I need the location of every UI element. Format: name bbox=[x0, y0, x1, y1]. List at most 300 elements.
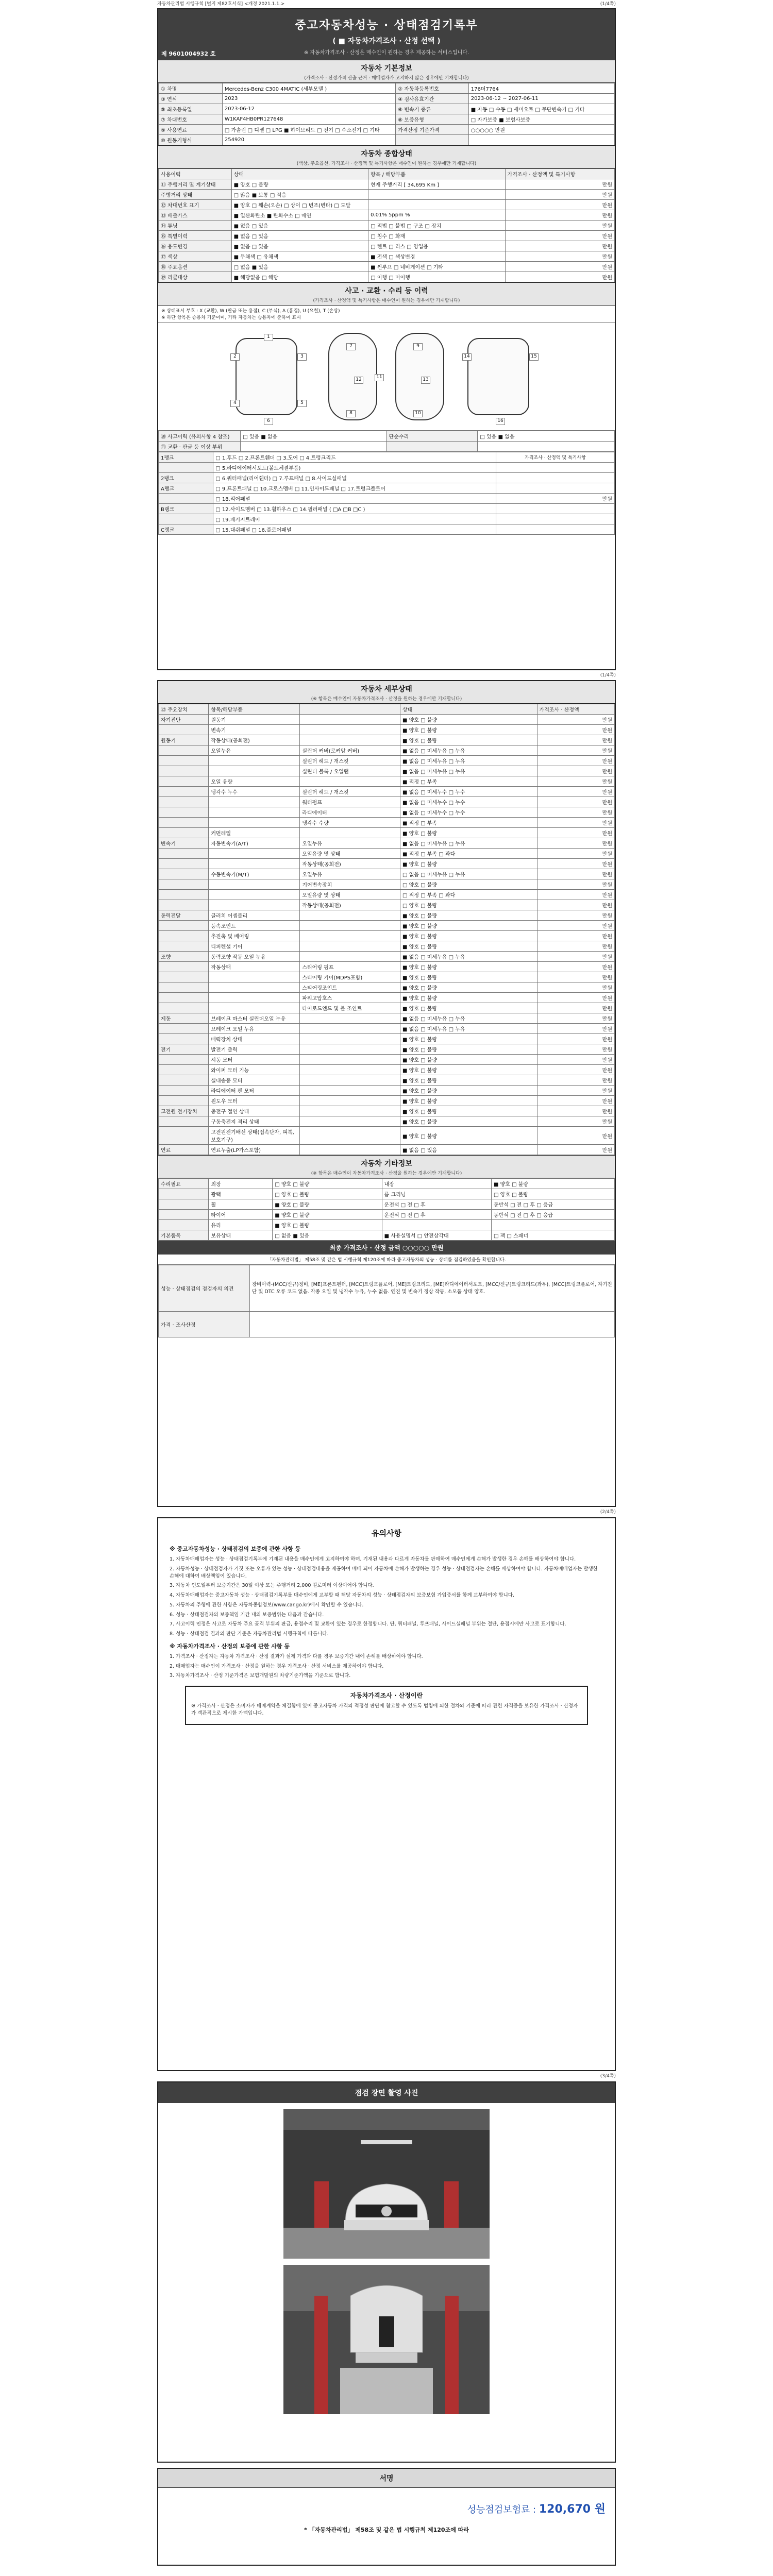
device-item: 오일 유량 bbox=[209, 776, 300, 787]
field-value: ■ 자동 □ 수동 □ 세미오토 □ 무단변속기 □ 기타 bbox=[468, 104, 614, 114]
price-unit: 만원 bbox=[537, 962, 614, 972]
status-value: ■ 무채색 □ 유채색 bbox=[231, 251, 368, 262]
price-unit: 만원 bbox=[537, 931, 614, 941]
detail-status-row bbox=[159, 725, 615, 735]
document-number: 제 9601004932 호 bbox=[161, 50, 216, 57]
other-item: ■ 사용설명서 □ 안전삼각대 bbox=[382, 1230, 491, 1241]
other-item: 외장 bbox=[209, 1179, 273, 1189]
device-group: 변속기 bbox=[159, 838, 209, 849]
price-cell: 만원 bbox=[505, 221, 614, 231]
insurance-fee bbox=[158, 2488, 615, 2521]
detail-status-row bbox=[159, 931, 615, 941]
detail-status-row bbox=[159, 838, 615, 849]
price-unit: 만원 bbox=[537, 756, 614, 766]
device-item bbox=[209, 756, 300, 766]
notice-heading-warranty: ※ 중고자동차성능 · 상태점검의 보증에 관한 사항 등 bbox=[170, 1546, 301, 1552]
rank-parts: □ 12.사이드멤버 □ 13.휠하우스 □ 14.필러패널 ( □A □B □C ) bbox=[213, 504, 496, 514]
overall-status-row bbox=[159, 210, 615, 221]
device-state: ■ 양호 □ 불량 bbox=[400, 1034, 537, 1044]
overall-status-table bbox=[158, 168, 615, 282]
other-value bbox=[492, 1220, 615, 1230]
car-left-side bbox=[236, 338, 297, 415]
inspection-photo-rear bbox=[283, 2265, 490, 2414]
form-reference: 자동차관리법 시행규칙 [별지 제82호서식] <개정 2021.1.1.> bbox=[157, 2, 285, 7]
opinion-text: 장비이력-(MCC/신규)정비, [ME]프론트펜더, [MCC]트렁크플로어, [ME]트렁크리드, [ME]라디에이터서포트, [MCC/신규]트렁크리드(좌우), [MCC]트렁크플로어, 자기진단 및 DTC 오류 코드 없음. 각종 오일 및 냉각수 누유, 누수 없음. 엔진 및 변속기 정상 작동, 소모품 상태 양호. bbox=[250, 1265, 615, 1312]
device-subitem bbox=[300, 735, 400, 745]
device-state: ■ 양호 □ 불량 bbox=[400, 1106, 537, 1116]
device-item: 충전구 절연 상태 bbox=[209, 1106, 300, 1116]
detail-status-row bbox=[159, 1065, 615, 1075]
detail-status-row bbox=[159, 787, 615, 797]
part-number-label: 1 bbox=[264, 334, 273, 341]
device-item bbox=[209, 900, 300, 910]
device-item: 브레이크 오일 누유 bbox=[209, 1024, 300, 1034]
notice-paragraph: 3. 자동차가격조사 · 산정 기준가격은 보험개발원의 차량기준가액을 기준으로 합니다. bbox=[170, 1673, 351, 1679]
device-item: 작동상태 bbox=[209, 962, 300, 972]
price-cell: 만원 bbox=[505, 231, 614, 241]
detail-status-row bbox=[159, 849, 615, 859]
other-info-row bbox=[159, 1179, 615, 1189]
other-group: 수리필요 bbox=[159, 1179, 209, 1189]
price-unit: 만원 bbox=[537, 849, 614, 859]
device-subitem bbox=[300, 828, 400, 838]
status-value: ■ 없음 □ 있음 bbox=[231, 221, 368, 231]
field-value: 254920 bbox=[222, 135, 395, 145]
column-header: 가격조사 · 산정액 bbox=[537, 704, 614, 715]
status-value: □ 많음 ■ 보통 □ 적음 bbox=[231, 190, 368, 200]
part-number-label: 3 bbox=[297, 353, 307, 361]
device-subitem: 오일유량 및 상태 bbox=[300, 849, 400, 859]
device-item: 배력장치 상태 bbox=[209, 1034, 300, 1044]
other-value: □ 양호 □ 불량 bbox=[273, 1189, 382, 1199]
price-unit: 만원 bbox=[537, 1106, 614, 1116]
detail-status-row bbox=[159, 756, 615, 766]
column-header: 상태 bbox=[231, 169, 368, 179]
detail-status-table bbox=[158, 704, 615, 1155]
detail-status-row bbox=[159, 1013, 615, 1024]
status-item: ⑲ 리콜대상 bbox=[159, 272, 232, 282]
field-value: □ 자가보증 ■ 보험사보증 bbox=[468, 114, 614, 125]
price-definition-box bbox=[185, 1686, 588, 1725]
price-unit: 만원 bbox=[537, 879, 614, 890]
device-item: 윈도우 모터 bbox=[209, 1096, 300, 1106]
device-state: ■ 양호 □ 불량 bbox=[400, 1065, 537, 1075]
part-number-label: 14 bbox=[462, 353, 472, 361]
field-label: ① 차명 bbox=[159, 83, 223, 94]
device-subitem bbox=[300, 1145, 400, 1155]
accident-value bbox=[241, 442, 386, 452]
other-group bbox=[159, 1220, 209, 1230]
device-item bbox=[209, 807, 300, 818]
part-number-label: 16 bbox=[496, 418, 505, 425]
status-value: ■ 일산화탄소 ■ 탄화수소 □ 매연 bbox=[231, 210, 368, 221]
device-item: 연료누출(LP가스포함) bbox=[209, 1145, 300, 1155]
section-title: 자동차 기본정보 bbox=[361, 64, 412, 73]
page-header bbox=[158, 9, 615, 60]
status-value: □ 없음 ■ 있음 bbox=[231, 262, 368, 272]
detail-status-row bbox=[159, 1096, 615, 1106]
device-state: ■ 양호 □ 불량 bbox=[400, 1003, 537, 1013]
device-item bbox=[209, 972, 300, 982]
device-state: □ 적정 □ 부족 □ 과다 bbox=[400, 890, 537, 900]
detail-status-row bbox=[159, 1024, 615, 1034]
device-group: 고전원 전기장치 bbox=[159, 1106, 209, 1116]
device-subitem bbox=[300, 952, 400, 962]
price-cell: 만원 bbox=[505, 200, 614, 210]
detail-status-row bbox=[159, 1044, 615, 1055]
device-group bbox=[159, 900, 209, 910]
detail-status-row bbox=[159, 972, 615, 982]
device-subitem bbox=[300, 1106, 400, 1116]
device-group bbox=[159, 787, 209, 797]
price-remark-header: 가격조사 · 산정액 및 특기사항 bbox=[496, 452, 614, 463]
vehicle-diagram bbox=[158, 323, 615, 431]
device-subitem: 라디에이터 bbox=[300, 807, 400, 818]
inspection-page-2 bbox=[157, 680, 616, 1507]
other-group bbox=[159, 1210, 209, 1220]
price-unit: 만원 bbox=[537, 1145, 614, 1155]
field-label: ⑩ 원동기형식 bbox=[159, 135, 223, 145]
price-cell bbox=[496, 463, 614, 473]
device-subitem: 타이로드엔드 및 볼 조인트 bbox=[300, 1003, 400, 1013]
detail-status-row bbox=[159, 1127, 615, 1145]
device-group bbox=[159, 941, 209, 952]
detail-status-row bbox=[159, 910, 615, 921]
detail-status-row bbox=[159, 962, 615, 972]
accident-value: □ 있음 ■ 없음 bbox=[478, 431, 615, 442]
price-unit: 만원 bbox=[537, 1127, 614, 1145]
other-info-row bbox=[159, 1210, 615, 1220]
price-unit: 만원 bbox=[537, 1034, 614, 1044]
status-value: ■ 해당없음 □ 해당 bbox=[231, 272, 368, 282]
status-detail bbox=[368, 190, 506, 200]
device-state: ■ 양호 □ 불량 bbox=[400, 941, 537, 952]
notice-paragraph: 7. 사고이력 인정은 사고로 자동차 주요 골격 부위의 판금, 용접수리 및 교환이 있는 경우로 한정합니다. 단, 쿼터패널, 루프패널, 사이드실패널 부위는 절단, 용접시에만 사고로 표기합니다. bbox=[170, 1621, 566, 1628]
device-item: 작동상태(공회전) bbox=[209, 735, 300, 745]
page-number: (2/4쪽) bbox=[600, 1510, 616, 1515]
section-title: 사고 · 교환 · 수리 등 이력 bbox=[345, 287, 428, 295]
other-info-row bbox=[159, 1189, 615, 1199]
device-state: ■ 양호 □ 불량 bbox=[400, 715, 537, 725]
other-value: □ 없음 ■ 있음 bbox=[273, 1230, 382, 1241]
other-item: 보유상태 bbox=[209, 1230, 273, 1241]
price-unit: 만원 bbox=[537, 941, 614, 952]
other-item: 룸 크리닝 bbox=[382, 1189, 491, 1199]
accident-label: 단순수리 bbox=[386, 431, 478, 442]
overall-status-row bbox=[159, 272, 615, 282]
device-item: 실내송풍 모터 bbox=[209, 1075, 300, 1086]
rank-label: 1랭크 bbox=[159, 452, 213, 463]
price-opinion-label: 가격 · 조사산정 bbox=[159, 1312, 250, 1337]
detail-status-row bbox=[159, 745, 615, 756]
device-state: ■ 없음 □ 있음 bbox=[400, 1145, 537, 1155]
page-subtitle: ( ■ 자동차가격조사 · 산정 선택 ) bbox=[332, 37, 441, 45]
section-title: 자동차 종합상태 bbox=[361, 150, 412, 158]
fee-label: 성능점검보험료 : bbox=[467, 2504, 536, 2515]
device-state: ■ 양호 □ 불량 bbox=[400, 972, 537, 982]
price-unit: 만원 bbox=[537, 725, 614, 735]
price-unit: 만원 bbox=[496, 494, 614, 504]
device-item bbox=[209, 859, 300, 869]
price-unit: 만원 bbox=[537, 972, 614, 982]
signature-section bbox=[157, 2468, 616, 2566]
section-title: 자동차 세부상태 bbox=[361, 685, 412, 693]
device-group bbox=[159, 766, 209, 776]
device-item bbox=[209, 982, 300, 993]
device-state: ■ 양호 □ 불량 bbox=[400, 1055, 537, 1065]
status-detail: □ 적법 □ 불법 □ 구조 □ 장치 bbox=[368, 221, 506, 231]
status-value: ■ 양호 □ 훼손(오손) □ 상이 □ 변조(변타) □ 도말 bbox=[231, 200, 368, 210]
detail-status-row bbox=[159, 900, 615, 910]
basic-info-row bbox=[159, 125, 615, 135]
detail-status-row bbox=[159, 1075, 615, 1086]
rank-row bbox=[159, 514, 615, 524]
device-item: 디퍼렌셜 기어 bbox=[209, 941, 300, 952]
status-item: ⑮ 특별이력 bbox=[159, 231, 232, 241]
other-value: □ 양호 □ 불량 bbox=[492, 1189, 615, 1199]
price-cell: 만원 bbox=[505, 210, 614, 221]
detail-status-header bbox=[158, 681, 615, 704]
device-item: 클러치 어셈블리 bbox=[209, 910, 300, 921]
front-view-image bbox=[283, 2109, 490, 2259]
other-value: ■ 양호 □ 불량 bbox=[492, 1179, 615, 1189]
status-item: ⑰ 색상 bbox=[159, 251, 232, 262]
device-group: 자기진단 bbox=[159, 715, 209, 725]
device-group bbox=[159, 849, 209, 859]
device-group bbox=[159, 745, 209, 756]
column-header: 사용이력 bbox=[159, 169, 232, 179]
section-subtitle: (가격조사 · 산정액 및 특기사항은 매수인이 원하는 경우에만 기재합니다) bbox=[313, 298, 460, 303]
detail-status-row bbox=[159, 982, 615, 993]
device-state: ■ 양호 □ 불량 bbox=[400, 1075, 537, 1086]
status-detail: 현재 주행거리 [ 34,695 Km ] bbox=[368, 179, 506, 190]
notice-paragraph: 1. 가격조사 · 산정자는 자동차 가격조사 · 산정 결과가 실제 가격과 다를 경우 보증기간 내에 손해를 배상하여야 합니다. bbox=[170, 1653, 423, 1659]
device-item: 와이퍼 모터 기능 bbox=[209, 1065, 300, 1075]
field-label: ⑦ 차대번호 bbox=[159, 114, 223, 125]
other-info-header bbox=[158, 1155, 615, 1178]
device-subitem: 오일누유 bbox=[300, 869, 400, 879]
device-subitem bbox=[300, 1127, 400, 1145]
device-state: □ 양호 □ 불량 bbox=[400, 879, 537, 890]
detail-status-row bbox=[159, 807, 615, 818]
device-state: ■ 양호 □ 불량 bbox=[400, 962, 537, 972]
rank-parts: □ 5.라디에이터서포트(볼트체결부품) bbox=[213, 463, 496, 473]
other-value: □ 잭 □ 스패너 bbox=[492, 1230, 615, 1241]
device-item: 라디에이터 팬 모터 bbox=[209, 1086, 300, 1096]
price-unit: 만원 bbox=[537, 776, 614, 787]
part-number-label: 15 bbox=[529, 353, 539, 361]
device-subitem bbox=[300, 910, 400, 921]
device-item bbox=[209, 1003, 300, 1013]
accident-label bbox=[386, 442, 478, 452]
notice-paragraph: 1. 자동차매매업자는 성능 · 상태점검기록부에 기재된 내용을 매수인에게 고지하여야 하며, 기재된 내용과 다르게 자동차를 판매하여 매수인에게 손해가 발생한 경우 손해를 배상하여야 합니다. bbox=[170, 1556, 576, 1562]
device-item: 수동변속기(M/T) bbox=[209, 869, 300, 879]
other-value: ■ 양호 □ 불량 bbox=[273, 1210, 382, 1220]
accident-legend bbox=[158, 306, 615, 323]
status-detail: 0.01% 5ppm % bbox=[368, 210, 506, 221]
status-detail: □ 침수 □ 화재 bbox=[368, 231, 506, 241]
status-item: ⑯ 용도변경 bbox=[159, 241, 232, 251]
device-group bbox=[159, 1086, 209, 1096]
device-state: ■ 없음 □ 미세누유 □ 누유 bbox=[400, 952, 537, 962]
device-state: ■ 양호 □ 불량 bbox=[400, 1096, 537, 1106]
device-group: 전기 bbox=[159, 1044, 209, 1055]
part-number-label: 4 bbox=[230, 400, 240, 407]
device-item: 시동 모터 bbox=[209, 1055, 300, 1065]
field-label: ⑧ 보증유형 bbox=[396, 114, 469, 125]
device-item: 커먼레일 bbox=[209, 828, 300, 838]
notice-paragraph: 2. 자동차성능 · 상태점검자가 거짓 또는 오류가 있는 성능 · 상태점검내용을 제공하여 매매 되어 자동차에 손해가 발생하는 경우 성능 · 상태점검자는 손해를 배상하여야 합니다. 자동차매매업자는 발생한 손해에 대하여 배상책임이 있습니다. bbox=[170, 1566, 598, 1579]
section-subtitle: (※ 항목은 매수인이 자동차가격조사 · 산정을 원하는 경우에만 기재합니다) bbox=[311, 697, 462, 702]
device-state: ■ 양호 □ 불량 bbox=[400, 1086, 537, 1096]
other-info-row bbox=[159, 1220, 615, 1230]
device-group bbox=[159, 776, 209, 787]
device-state: ■ 양호 □ 불량 bbox=[400, 982, 537, 993]
status-detail bbox=[368, 200, 506, 210]
device-group bbox=[159, 993, 209, 1003]
rank-row bbox=[159, 463, 615, 473]
device-item: 추진축 및 베어링 bbox=[209, 931, 300, 941]
basic-info-row bbox=[159, 135, 615, 145]
detail-status-row bbox=[159, 776, 615, 787]
price-unit: 만원 bbox=[537, 952, 614, 962]
other-group: 기본품목 bbox=[159, 1230, 209, 1241]
detail-status-row bbox=[159, 869, 615, 879]
price-cell: 만원 bbox=[505, 190, 614, 200]
other-item: 유리 bbox=[209, 1220, 273, 1230]
device-group bbox=[159, 807, 209, 818]
detail-status-row bbox=[159, 797, 615, 807]
device-state: ■ 양호 □ 불량 bbox=[400, 993, 537, 1003]
device-state: □ 양호 □ 불량 bbox=[400, 900, 537, 910]
part-number-label: 7 bbox=[346, 343, 356, 350]
device-item: 브레이크 마스터 실린더오일 누유 bbox=[209, 1013, 300, 1024]
device-subitem bbox=[300, 1075, 400, 1086]
device-group bbox=[159, 931, 209, 941]
other-value: ■ 양호 □ 불량 bbox=[273, 1220, 382, 1230]
status-value: ■ 양호 □ 불량 bbox=[231, 179, 368, 190]
device-subitem: 스티어링 펌프 bbox=[300, 962, 400, 972]
device-subitem bbox=[300, 1034, 400, 1044]
device-state: ■ 양호 □ 불량 bbox=[400, 921, 537, 931]
other-group bbox=[159, 1189, 209, 1199]
device-state: □ 없음 □ 미세누유 □ 누유 bbox=[400, 869, 537, 879]
price-unit: 만원 bbox=[537, 818, 614, 828]
accident-table bbox=[158, 431, 615, 452]
detail-status-row bbox=[159, 715, 615, 725]
device-group bbox=[159, 725, 209, 735]
part-number-label: 6 bbox=[264, 418, 273, 425]
part-number-label: 2 bbox=[230, 353, 240, 361]
device-state: ■ 양호 □ 불량 bbox=[400, 1044, 537, 1055]
device-subitem: 워터펌프 bbox=[300, 797, 400, 807]
device-item bbox=[209, 993, 300, 1003]
basic-info-row bbox=[159, 83, 615, 94]
field-value: 2023-06-12 bbox=[222, 104, 395, 114]
other-item: 운전석 □ 전 □ 후 bbox=[382, 1199, 491, 1210]
detail-status-row bbox=[159, 859, 615, 869]
box-title: 자동차가격조사 · 산정이란 bbox=[350, 1692, 423, 1700]
other-value: 동반석 □ 전 □ 후 □ 응급 bbox=[492, 1199, 615, 1210]
device-subitem: 실린더 커버(로커암 커버) bbox=[300, 745, 400, 756]
part-number-label: 11 bbox=[375, 374, 384, 381]
part-number-label: 9 bbox=[413, 343, 423, 350]
status-detail: ■ 전색 □ 색상변경 bbox=[368, 251, 506, 262]
price-unit: 만원 bbox=[537, 787, 614, 797]
field-value: □ 가솔린 □ 디젤 □ LPG ■ 하이브리드 □ 전기 □ 수소전기 □ 기타 bbox=[222, 125, 395, 135]
device-group bbox=[159, 797, 209, 807]
notice-heading-price: ※ 자동차가격조사 · 산정의 보증에 관한 사항 등 bbox=[170, 1642, 290, 1650]
device-group bbox=[159, 869, 209, 879]
status-item: ⑱ 주요옵션 bbox=[159, 262, 232, 272]
detail-status-row bbox=[159, 766, 615, 776]
overall-status-row bbox=[159, 200, 615, 210]
column-header: ㉒ 주요장치 bbox=[159, 704, 209, 715]
device-item: 동력조향 작동 오일 누유 bbox=[209, 952, 300, 962]
device-group bbox=[159, 1024, 209, 1034]
device-group bbox=[159, 890, 209, 900]
device-item: 자동변속기(A/T) bbox=[209, 838, 300, 849]
device-subitem bbox=[300, 1086, 400, 1096]
opinion-label: 성능 · 상태점검의 점검자의 의견 bbox=[159, 1265, 250, 1312]
price-unit: 만원 bbox=[537, 1116, 614, 1127]
device-group bbox=[159, 756, 209, 766]
device-group bbox=[159, 921, 209, 931]
device-state: ■ 없음 □ 미세누유 □ 누유 bbox=[400, 756, 537, 766]
overall-status-row bbox=[159, 179, 615, 190]
field-label: ② 자동차등록번호 bbox=[396, 83, 469, 94]
price-cell bbox=[496, 483, 614, 494]
price-unit: 만원 bbox=[537, 1024, 614, 1034]
other-group bbox=[159, 1199, 209, 1210]
page-number: (1/4쪽) bbox=[600, 673, 616, 678]
detail-status-row bbox=[159, 1106, 615, 1116]
device-item: 발전기 출력 bbox=[209, 1044, 300, 1055]
price-unit: 만원 bbox=[537, 766, 614, 776]
price-opinion-value bbox=[250, 1312, 615, 1337]
part-number-label: 10 bbox=[413, 410, 423, 417]
accident-row bbox=[159, 431, 615, 442]
rank-row bbox=[159, 483, 615, 494]
device-item: 구동축전지 격리 상태 bbox=[209, 1116, 300, 1127]
device-state: ■ 적정 □ 부족 □ 과다 bbox=[400, 849, 537, 859]
legend-line-1: ※ 상태표시 부호 : X (교환), W (판금 또는 용접), C (부식), A (흠집), U (요철), T (손상) bbox=[161, 309, 340, 314]
photo-title: 점검 장면 촬영 사진 bbox=[158, 2082, 615, 2103]
price-unit: 만원 bbox=[537, 890, 614, 900]
accident-label: ㉑ 교환 · 판금 등 이상 부위 bbox=[159, 442, 241, 452]
device-subitem: 오일누유 bbox=[300, 838, 400, 849]
device-group bbox=[159, 1116, 209, 1127]
basic-info-row bbox=[159, 94, 615, 104]
device-subitem bbox=[300, 1044, 400, 1055]
photo-page bbox=[157, 2081, 616, 2463]
rank-label bbox=[159, 514, 213, 524]
rank-row bbox=[159, 524, 615, 535]
section-subtitle: (※ 항목은 매수인이 자동차가격조사 · 산정을 원하는 경우에만 기재합니다) bbox=[311, 1171, 462, 1176]
device-subitem bbox=[300, 1055, 400, 1065]
device-group bbox=[159, 1065, 209, 1075]
device-state: ■ 양호 □ 불량 bbox=[400, 725, 537, 735]
rank-label: B랭크 bbox=[159, 504, 213, 514]
field-label bbox=[396, 135, 469, 145]
device-item: 등속조인트 bbox=[209, 921, 300, 931]
device-subitem bbox=[300, 725, 400, 735]
device-subitem: 냉각수 수량 bbox=[300, 818, 400, 828]
other-value: □ 양호 □ 불량 bbox=[273, 1179, 382, 1189]
status-item: ⑫ 차대번호 표기 bbox=[159, 200, 232, 210]
page-title: 중고자동차성능 · 상태점검기록부 bbox=[295, 19, 478, 32]
device-state: ■ 양호 □ 불량 bbox=[400, 910, 537, 921]
